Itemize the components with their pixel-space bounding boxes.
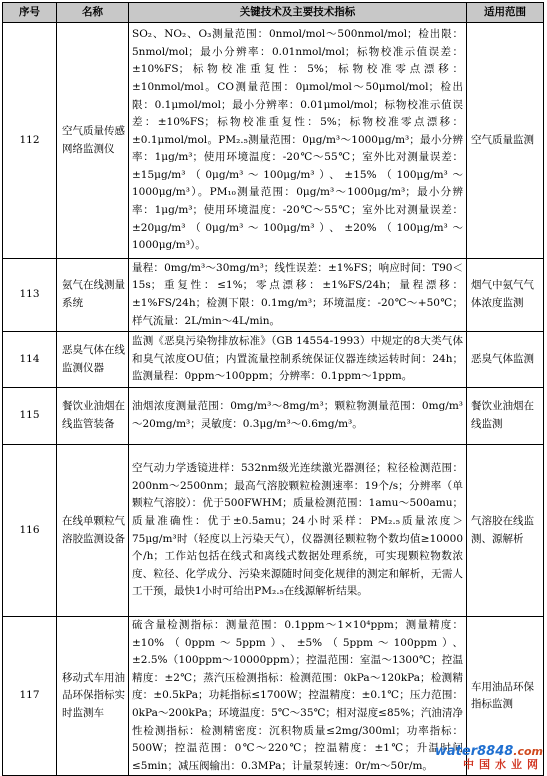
row-scope: 空气质量监测 xyxy=(467,23,544,259)
row-name: 氨气在线测量系统 xyxy=(57,259,129,332)
header-row xyxy=(3,3,544,23)
watermark-cn: 中国水业网 xyxy=(463,758,543,771)
row-indicators: 量程：0mg/m³～30mg/m³；线性误差：±1%FS；响应时间：T90＜15s；重复性：≤1%；零点漂移：±1%FS/24h；量程漂移：±1%FS/24h；检测下限：0.1mg/m³；环境温度：-20℃～+50℃；样气流量：2L/min～4L/min。 xyxy=(129,259,467,332)
header-scope: 适用范围 xyxy=(467,3,544,23)
row-name: 移动式车用油品环保指标实时监测车 xyxy=(57,617,129,776)
watermark xyxy=(435,745,543,771)
row-indicators: 硫含量检测指标：测量范围：0.1ppm～1×10⁴ppm；测量精度：±10%（0ppm～5ppm）、±5%（5ppm～100ppm）、±2.5%（100ppm～10000ppm）；控温范围：室温～1300℃；控温精度：±2℃；蒸汽压检测指标：检测范围：0kPa～120kPa；检测精度：±0.5kPa；功耗指标≤1700W；控温精度：±0.1℃；压力范围：0kPa～200kPa；环境温度：5℃～35℃；相对湿度≤85%；汽油清净性检测指标：检测精密度：沉积物质量≤2mg/300ml；功率指标：500W；控温范围：0℃～220℃；控温精度：±1℃；升温时间≤5min；减压阀输出：0.3MPa；计量泵转速：0r/m～50r/m。 xyxy=(129,617,467,776)
table-row xyxy=(3,23,544,259)
row-no: 117 xyxy=(3,617,57,776)
row-scope: 餐饮业油烟在线监测 xyxy=(467,388,544,445)
row-name: 空气质量传感网络监测仪 xyxy=(57,23,129,259)
row-no: 114 xyxy=(3,332,57,388)
technology-table xyxy=(2,2,544,776)
row-no: 113 xyxy=(3,259,57,332)
table-row xyxy=(3,388,544,445)
row-scope: 烟气中氨气气体浓度监测 xyxy=(467,259,544,332)
row-name: 恶臭气体在线监测仪器 xyxy=(57,332,129,388)
row-indicators: SO₂、NO₂、O₃测量范围：0nmol/mol～500nmol/mol；检出限：5nmol/mol；最小分辨率：0.01nmol/mol；标物校准示值误差：±10%FS；标物校准重复性：5%；标物校准零点漂移：±10nmol/mol。CO测量范围：0μmol/mol～50μmol/mol；检出限：0.1μmol/mol；最小分辨率：0.01μmol/mol；标物校准示值误差：±10%FS；标物校准重复性：5%；标物校准零点漂移：±0.1μmol/mol。PM₂.₅测量范围：0μg/m³～1000μg/m³；最小分辨率：1μg/m³；使用环境温度：-20℃～55℃；室外比对测量误差：±15μg/m³（0μg/m³～100μg/m³）、±15%（100μg/m³～1000μg/m³）。PM₁₀测量范围：0μg/m³～1000μg/m³；最小分辨率：1μg/m³；使用环境温度：-20℃～55℃；室外比对测量误差：±20μg/m³（0μg/m³～100μg/m³）、±20%（100μg/m³～1000μg/m³）。 xyxy=(129,23,467,259)
row-no: 112 xyxy=(3,23,57,259)
row-scope: 车用油品环保指标监测 xyxy=(467,617,544,776)
header-no: 序号 xyxy=(3,3,57,23)
table-row xyxy=(3,259,544,332)
row-name: 餐饮业油烟在线监管装备 xyxy=(57,388,129,445)
watermark-site: water8848.com xyxy=(434,744,543,759)
row-indicators: 空气动力学透镜进样：532nm级光连续激光器测径；粒径检测范围：200nm～2500nm；最高气溶胶颗粒检测速率：19个/s；分辨率（单颗粒气溶胶）：优于500FWHM；质量检测范围：1amu～500amu；质量准确性：优于±0.5amu；24小时采样：PM₂.₅质量浓度＞75μg/m³时（轻度以上污染天气），仪器测径颗粒物个数均值≥10000个/h；工作站包括在线式和离线式数据处理系统，可实现颗粒物数浓度、粒径、化学成分、污染来源随时间变化规律的测定和解析，无需人工干预，最快1小时可给出PM₂.₅在线源解析结果。 xyxy=(129,445,467,617)
table-row xyxy=(3,445,544,617)
row-scope: 恶臭气体监测 xyxy=(467,332,544,388)
header-name: 名称 xyxy=(57,3,129,23)
row-scope: 气溶胶在线监测、源解析 xyxy=(467,445,544,617)
row-name: 在线单颗粒气溶胶监测设备 xyxy=(57,445,129,617)
row-indicators: 监测《恶臭污染物排放标准》（GB 14554-1993）中规定的8大类气体和臭气浓度OU值；内置流量控制系统保证仪器连续运转时间：24h；监测量程：0ppm～100ppm；分辨率：0.1ppm～1ppm。 xyxy=(129,332,467,388)
row-no: 116 xyxy=(3,445,57,617)
row-no: 115 xyxy=(3,388,57,445)
header-indicators: 关键技术及主要技术指标 xyxy=(129,3,467,23)
table-row xyxy=(3,332,544,388)
row-indicators: 油烟浓度测量范围：0mg/m³～8mg/m³；颗粒物测量范围：0mg/m³～20mg/m³；灵敏度：0.3μg/m³～0.6mg/m³。 xyxy=(129,388,467,445)
